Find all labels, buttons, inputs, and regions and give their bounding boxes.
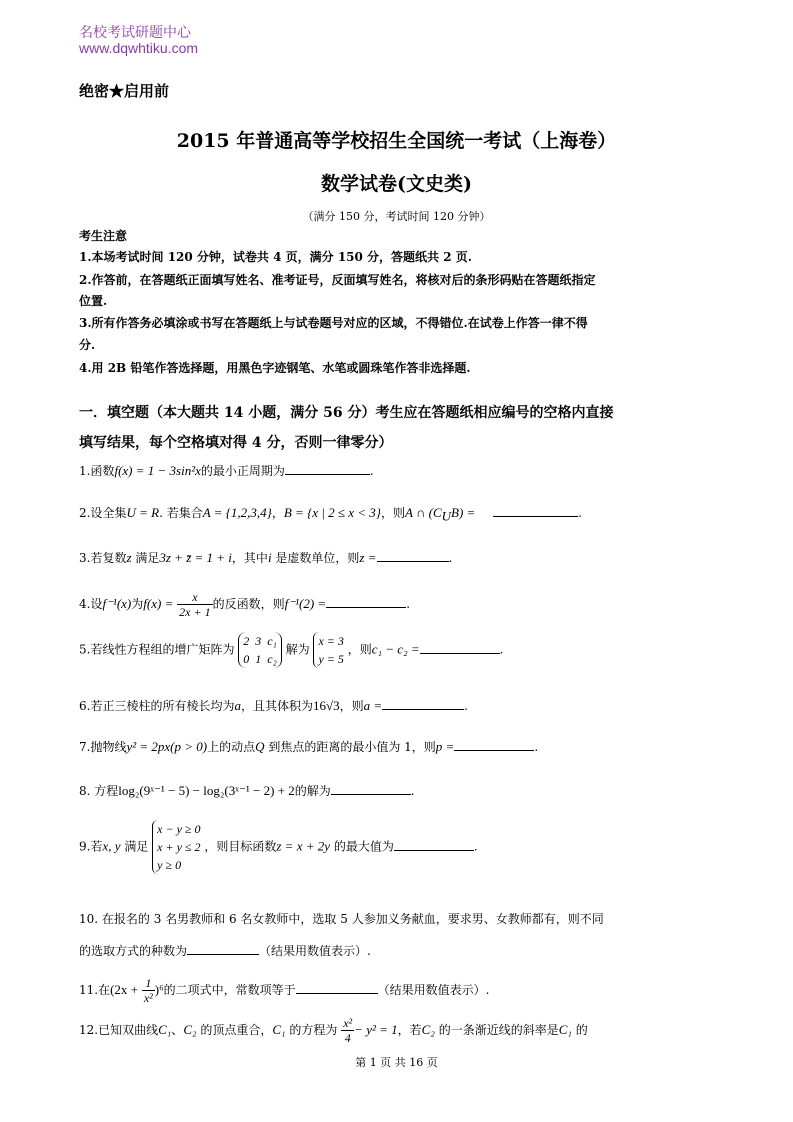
q6-text: 6.若正三棱柱的所有棱长均为 — [79, 699, 235, 713]
q1-expr: f(x) = 1 − 3sin²x — [114, 463, 201, 478]
question-1: 1.函数f(x) = 1 − 3sin²x的最小正周期为 . — [79, 463, 374, 478]
q4-answer-blank[interactable] — [326, 597, 406, 608]
q3-text-mid: 满足 — [135, 551, 160, 565]
q8-text: 8. 方程 — [79, 784, 119, 798]
q4-val: f⁻¹(2) = — [284, 596, 327, 611]
q7-point: Q — [255, 739, 265, 754]
q5-matrix-cell: 1 — [255, 652, 262, 666]
question-6: 6.若正三棱柱的所有棱长均为a，且其体积为16√3，则a = . — [79, 698, 468, 713]
q4-frac-num: x — [177, 590, 212, 605]
q7-answer-blank[interactable] — [454, 740, 534, 751]
q12-sep: 、 — [171, 1023, 184, 1037]
q3-var: z — [126, 550, 132, 565]
q6-var: a — [234, 698, 241, 713]
q12-text: 12.已知双曲线 — [79, 1023, 159, 1037]
q6-ans-label: a = — [363, 698, 383, 713]
q2-set-a: A = {1,2,3,4} — [202, 505, 272, 520]
question-8: 8. 方程log₂(9ˣ⁻¹ − 5) − log₂(3ˣ⁻¹ − 2) + 2的解为 . — [79, 783, 415, 798]
q9-text: 9.若 — [79, 839, 103, 854]
q6-text-post: ，则 — [339, 699, 364, 713]
q9-constraint: y ≥ 0 — [157, 858, 182, 872]
q5-matrix-cell: c₂ — [267, 652, 277, 666]
secret-mark: 绝密★启用前 — [79, 82, 170, 100]
q2-universe: U = R — [126, 505, 160, 520]
q5-solution-x: x = 3 — [318, 634, 344, 648]
q9-objective: z = x + 2y — [276, 838, 331, 854]
q2-set-b: B = {x | 2 ≤ x < 3} — [283, 505, 381, 520]
q1-text-post: 的最小正周期为 — [200, 464, 285, 478]
q8-answer-blank[interactable] — [331, 784, 411, 795]
q3-text-mid2: ，其中 — [231, 551, 268, 565]
q11-expr: (2x + — [110, 982, 139, 997]
q11-answer-blank[interactable] — [296, 983, 378, 994]
q2-text: 2.设全集 — [79, 506, 127, 520]
question-10: 10. 在报名的 3 名男教师和 6 名女教师中，选取 5 人参加义务献血，要求男、女教师都有，则不同 — [79, 912, 604, 926]
question-9: 9.若x, y 满足 x − y ≥ 0 x + y ≤ 2 y ≥ 0 ，则目标函数z = x + 2y 的最大值为 . — [79, 822, 478, 872]
q2-sep: ， — [271, 506, 284, 520]
q12-frac-den: 4 — [344, 1031, 351, 1045]
q12-frac-num: x² — [343, 1016, 353, 1030]
q5-ans-label: c₁ − c₂ = — [371, 641, 420, 657]
q7-text-mid: 上的动点 — [207, 740, 256, 754]
q2-expr-end: B) = — [451, 505, 476, 520]
q3-imag: i — [267, 550, 272, 565]
q9-constraints — [152, 820, 200, 874]
q9-text-mid: 满足 — [124, 839, 149, 854]
q5-matrix-cell: 2 — [243, 634, 250, 648]
q7-expr: y² = 2px(p > 0) — [126, 739, 208, 754]
q7-text-post: 到焦点的距离的最小值为 1，则 — [268, 740, 436, 754]
q12-fraction — [341, 1016, 354, 1045]
q11-frac-num: 1 — [142, 976, 155, 991]
exam-meta: （满分 150 分，考试时间 120 分钟） — [302, 210, 491, 223]
q11-text: 11.在 — [79, 983, 111, 997]
q3-ans-label: z = — [359, 550, 377, 565]
site-url[interactable]: www.dqwhtiku.com — [79, 40, 199, 56]
q7-text: 7.抛物线 — [79, 740, 127, 754]
q11-text-mid: 的二项式中，常数项等于 — [163, 983, 296, 997]
q11-fraction — [142, 976, 155, 1005]
notice-heading: 考生注意 — [79, 229, 128, 243]
q3-expr: 3z + z̄ = 1 + i — [159, 550, 232, 565]
q2-text-mid: . 若集合 — [159, 506, 203, 520]
q12-c1: C₁ — [558, 1022, 572, 1037]
notice-item: 2.作答前，在答题纸正面填写姓名、准考证号，反面填写姓名，将核对后的条形码贴在答题纸指定 — [79, 273, 596, 287]
section-heading: 一．填空题（本大题共 14 小题，满分 56 分）考生应在答题纸相应编号的空格内直接 — [79, 405, 614, 421]
q10-answer-blank[interactable] — [187, 944, 259, 955]
q2-expr-sub: U — [441, 508, 452, 524]
q3-answer-blank[interactable] — [377, 551, 449, 562]
notice-item: 4.用 2B 铅笔作答选择题，用黑色字迹钢笔、水笔或圆珠笔作答非选择题. — [79, 361, 471, 375]
q3-text-mid3: 是虚数单位，则 — [275, 551, 360, 565]
q5-solution — [313, 632, 343, 668]
q4-finv: f⁻¹(x) — [102, 596, 132, 611]
q6-answer-blank[interactable] — [382, 699, 464, 710]
q3-text: 3.若复数 — [79, 551, 127, 565]
q5-solution-y: y = 5 — [318, 652, 344, 666]
q9-text-post: ，则目标函数 — [204, 839, 277, 854]
q4-fx: f(x) = — [143, 596, 174, 611]
question-11 — [79, 976, 490, 1005]
q4-text: 4.设 — [79, 597, 103, 611]
section-heading-cont: 填写结果，每个空格填对得 4 分，否则一律零分） — [79, 435, 393, 451]
q12-text-mid2: 的方程为 — [289, 1023, 338, 1037]
q9-text-post2: 的最大值为 — [333, 839, 394, 854]
q5-answer-blank[interactable] — [420, 643, 500, 654]
q10-text-post: （结果用数值表示）. — [259, 944, 371, 958]
notice-item: 位置. — [79, 294, 108, 308]
q1-text: 1.函数 — [79, 464, 115, 478]
notice-item: 3.所有作答务必填涂或书写在答题纸上与试卷题号对应的区域，不得错位.在试卷上作答一律不得 — [79, 316, 588, 330]
q4-text-mid: 为 — [131, 597, 144, 611]
question-7: 7.抛物线y² = 2px(p > 0)上的动点Q 到焦点的距离的最小值为 1，则p = . — [79, 739, 539, 754]
q12-equation: − y² = 1 — [354, 1022, 398, 1037]
q9-constraint: x − y ≥ 0 — [157, 822, 201, 836]
q12-c2: C₂ — [183, 1022, 197, 1037]
q6-text-mid: ，且其体积为 — [240, 699, 313, 713]
question-12 — [79, 1016, 588, 1045]
notice-item: 分. — [79, 338, 96, 352]
question-2: 2.设全集U = R. 若集合A = {1,2,3,4}，B = {x | 2 ≤ x < 3}，则A ∩ $(C_UB)$ = . — [79, 505, 582, 524]
question-10-cont — [79, 942, 371, 959]
q12-text-mid4: 的一条渐近线的斜率是 — [438, 1023, 559, 1037]
notice-item: 1.本场考试时间 120 分钟，试卷共 4 页，满分 150 分，答题纸共 2 页. — [79, 250, 472, 264]
page-title: 2015 年普通高等学校招生全国统一考试（上海卷） — [176, 130, 617, 152]
q12-text-mid3: ，若 — [397, 1023, 422, 1037]
q5-matrix-cell: 0 — [243, 652, 250, 666]
q5-text-post: ，则 — [347, 642, 372, 657]
q12-text-mid: 的顶点重合， — [200, 1023, 273, 1037]
q10-text: 的选取方式的种数为 — [79, 944, 188, 958]
question-3: 3.若复数z 满足3z + z̄ = 1 + i，其中i 是虚数单位，则z = . — [79, 550, 453, 565]
q12-c2: C₂ — [421, 1022, 435, 1037]
q8-text-post: 的解为 — [294, 784, 331, 798]
q4-fraction — [177, 590, 212, 619]
q5-matrix-cell: 3 — [255, 634, 262, 648]
q4-frac-den: 2x + 1 — [179, 605, 211, 619]
q5-matrix — [238, 632, 282, 668]
q5-text: 5.若线性方程组的增广矩阵为 — [79, 642, 235, 657]
page-subtitle: 数学试卷(文史类) — [321, 173, 472, 195]
q2-expr: A ∩ (C — [405, 505, 442, 520]
q12-text-post: 的 — [575, 1023, 588, 1037]
site-name: 名校考试研题中心 — [79, 25, 191, 41]
q11-text-post: （结果用数值表示）. — [377, 983, 490, 997]
q8-expr: log₂(9ˣ⁻¹ − 5) − log₂(3ˣ⁻¹ − 2) + 2 — [118, 783, 295, 798]
q2-text-mid2: ，则 — [381, 506, 406, 520]
q2-answer-blank[interactable] — [493, 506, 578, 517]
q11-frac-den: x² — [143, 991, 153, 1005]
q9-answer-blank[interactable] — [394, 840, 474, 851]
page-footer: 第 1 页 共 16 页 — [355, 1056, 438, 1069]
q12-c1: C₁ — [158, 1022, 172, 1037]
q9-vars: x, y — [102, 838, 121, 854]
q1-answer-blank[interactable] — [285, 464, 370, 475]
q9-constraint: x + y ≤ 2 — [157, 840, 201, 854]
q11-exponent: )⁶ — [154, 982, 164, 997]
q6-volume: 16√3 — [312, 698, 340, 713]
question-5: 5.若线性方程组的增广矩阵为 2 3 c₁ 0 1 c₂ 解为 x = 3 y = 5 ，则c₁ − c₂ = . — [79, 634, 504, 666]
q12-c1: C₁ — [272, 1022, 286, 1037]
q4-text-post: 的反函数，则 — [212, 597, 285, 611]
question-4: 4.设f⁻¹(x)为f(x) = $\frac{x}{2x + 1}$ 的反函数，则f⁻¹(2) = . — [79, 590, 411, 619]
q5-text-mid: 解为 — [285, 642, 310, 657]
q7-ans-label: p = — [435, 739, 455, 754]
q5-matrix-cell: c₁ — [267, 634, 277, 648]
